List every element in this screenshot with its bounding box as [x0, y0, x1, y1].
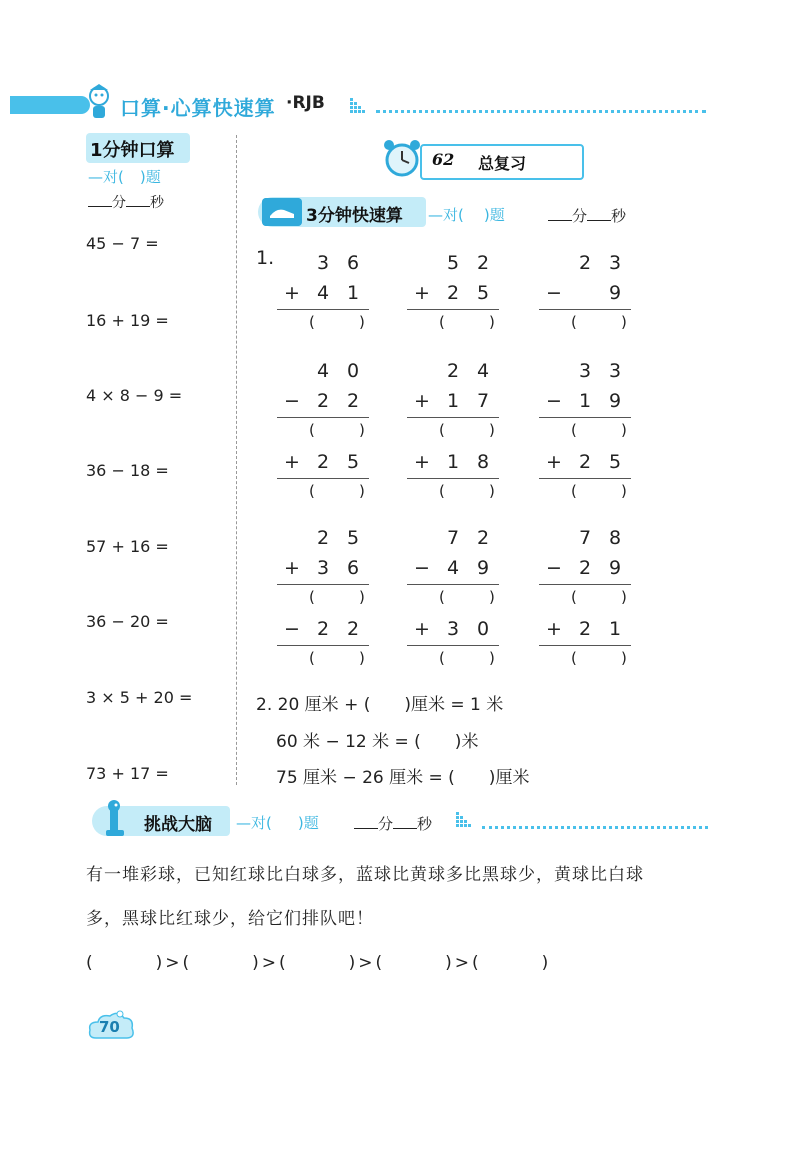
- digit: 1: [446, 390, 460, 412]
- digit: 1: [608, 618, 622, 640]
- q2-line: 2. 20 厘米 + ( )厘米 = 1 米: [256, 695, 504, 715]
- operator-sign: +: [414, 390, 430, 412]
- answer-paren-close: ): [359, 313, 365, 331]
- operator-sign: −: [546, 390, 562, 412]
- operator-sign: −: [414, 557, 430, 579]
- digit: 1: [446, 451, 460, 473]
- calc-line: [539, 584, 631, 585]
- answer-paren-open: (: [439, 588, 445, 606]
- operator-sign: +: [546, 618, 562, 640]
- digit: 3: [578, 360, 592, 382]
- q2-line: 60 米 − 12 米 = ( )米: [276, 732, 479, 752]
- digit: 2: [578, 618, 592, 640]
- digit: 0: [346, 360, 360, 382]
- answer-paren-close: ): [621, 313, 627, 331]
- calc-line: [407, 584, 499, 585]
- answer-paren-close: ): [359, 588, 365, 606]
- operator-sign: −: [284, 618, 300, 640]
- digit: 2: [446, 360, 460, 382]
- oral-calc-tag: [86, 133, 190, 163]
- digit: 4: [316, 360, 330, 382]
- answer-paren-open: (: [571, 421, 577, 439]
- digit: 2: [476, 252, 490, 274]
- digit: 2: [346, 618, 360, 640]
- calc-line: [539, 645, 631, 646]
- digit: 5: [446, 252, 460, 274]
- calc-line: [277, 584, 369, 585]
- calc-line: [407, 645, 499, 646]
- digit: 1: [578, 390, 592, 412]
- answer-paren-open: (: [309, 313, 315, 331]
- digit: 0: [476, 618, 490, 640]
- answer-paren-close: ): [489, 482, 495, 500]
- digit: 7: [578, 527, 592, 549]
- answer-paren-close: ): [359, 649, 365, 667]
- lesson-number: 62: [432, 150, 455, 169]
- answer-paren-open: (: [439, 649, 445, 667]
- answer-paren-open: (: [571, 313, 577, 331]
- pixel-deco-icon: [456, 812, 480, 828]
- digit: 2: [316, 618, 330, 640]
- answer-paren-close: ): [359, 421, 365, 439]
- q1-label: 1.: [256, 247, 275, 269]
- calc-line: [407, 417, 499, 418]
- calc-line: [407, 309, 499, 310]
- giraffe-icon: [96, 798, 136, 838]
- answer-paren-open: (: [309, 588, 315, 606]
- alarm-clock-icon: [380, 136, 424, 180]
- challenge-time: 分 秒: [354, 813, 432, 834]
- header-dotted-line: [376, 110, 706, 113]
- oral-question: 3 × 5 + 20 =: [86, 688, 193, 707]
- operator-sign: +: [284, 282, 300, 304]
- oral-question: 4 × 8 − 9 =: [86, 386, 183, 405]
- section-time: 分 秒: [548, 205, 626, 226]
- digit: 4: [316, 282, 330, 304]
- answer-paren-open: (: [439, 313, 445, 331]
- operator-sign: +: [414, 618, 430, 640]
- digit: 9: [608, 282, 622, 304]
- oral-question: 16 + 19 =: [86, 311, 169, 330]
- answer-paren-open: (: [309, 482, 315, 500]
- answer-paren-open: (: [439, 421, 445, 439]
- q2-line: 75 厘米 − 26 厘米 = ( )厘米: [276, 768, 530, 788]
- answer-paren-close: ): [359, 482, 365, 500]
- digit: 3: [608, 360, 622, 382]
- section-score: —对( )题: [428, 206, 505, 224]
- digit: 2: [316, 390, 330, 412]
- answer-paren-close: ): [621, 649, 627, 667]
- oral-question: 57 + 16 =: [86, 537, 169, 556]
- edition-label: ·RJB: [286, 93, 325, 113]
- digit: 2: [578, 252, 592, 274]
- calc-line: [539, 417, 631, 418]
- answer-paren-close: ): [489, 421, 495, 439]
- lesson-title: 总复习: [478, 154, 527, 173]
- calc-line: [407, 478, 499, 479]
- answer-paren-close: ): [489, 649, 495, 667]
- section-title: 3分钟快速算: [306, 206, 403, 226]
- digit: 2: [476, 527, 490, 549]
- left-score: —对( )题: [88, 168, 161, 186]
- calc-line: [277, 417, 369, 418]
- answer-paren-open: (: [571, 649, 577, 667]
- digit: 2: [446, 282, 460, 304]
- answer-paren-open: (: [439, 482, 445, 500]
- digit: 2: [578, 451, 592, 473]
- digit: 2: [578, 557, 592, 579]
- page-number: 70: [99, 1018, 120, 1036]
- digit: 6: [346, 252, 360, 274]
- oral-question: 45 − 7 =: [86, 234, 159, 253]
- calc-line: [539, 478, 631, 479]
- answer-paren-close: ): [621, 482, 627, 500]
- digit: 1: [346, 282, 360, 304]
- calc-line: [277, 309, 369, 310]
- challenge-answer: ( )>( )>( )>( )>( ): [86, 953, 552, 973]
- left-time: 分 秒: [88, 192, 164, 212]
- digit: 8: [608, 527, 622, 549]
- answer-paren-open: (: [309, 649, 315, 667]
- digit: 3: [316, 557, 330, 579]
- pixel-deco-icon: [350, 98, 374, 114]
- shoe-icon: [262, 198, 302, 226]
- mascot-icon: [84, 82, 114, 122]
- answer-paren-open: (: [571, 588, 577, 606]
- answer-paren-close: ): [489, 313, 495, 331]
- oral-question: 36 − 20 =: [86, 612, 169, 631]
- digit: 5: [608, 451, 622, 473]
- digit: 7: [446, 527, 460, 549]
- digit: 5: [476, 282, 490, 304]
- answer-paren-close: ): [489, 588, 495, 606]
- calc-line: [277, 645, 369, 646]
- digit: 2: [316, 527, 330, 549]
- challenge-score: —对( )题: [236, 814, 319, 832]
- digit: 3: [316, 252, 330, 274]
- digit: 2: [316, 451, 330, 473]
- digit: 9: [608, 557, 622, 579]
- operator-sign: +: [284, 451, 300, 473]
- oral-calc-title: 1分钟口算: [90, 140, 175, 161]
- answer-paren-close: ): [621, 421, 627, 439]
- oral-question: 36 − 18 =: [86, 461, 169, 480]
- digit: 2: [346, 390, 360, 412]
- answer-paren-open: (: [309, 421, 315, 439]
- digit: 3: [446, 618, 460, 640]
- operator-sign: +: [414, 451, 430, 473]
- answer-paren-close: ): [621, 588, 627, 606]
- operator-sign: +: [414, 282, 430, 304]
- digit: 9: [608, 390, 622, 412]
- digit: 5: [346, 527, 360, 549]
- oral-question: 73 + 17 =: [86, 764, 169, 783]
- operator-sign: −: [284, 390, 300, 412]
- challenge-text: 多，黑球比红球少，给它们排队吧！: [86, 909, 374, 929]
- operator-sign: +: [546, 451, 562, 473]
- digit: 8: [476, 451, 490, 473]
- book-title: 口算·心算快速算: [120, 96, 276, 120]
- challenge-text: 有一堆彩球，已知红球比白球多，蓝球比黄球多比黑球少，黄球比白球: [86, 865, 644, 885]
- digit: 4: [476, 360, 490, 382]
- operator-sign: −: [546, 557, 562, 579]
- digit: 3: [608, 252, 622, 274]
- column-divider: [236, 135, 237, 785]
- digit: 5: [346, 451, 360, 473]
- challenge-title: 挑战大脑: [144, 815, 212, 835]
- calc-line: [277, 478, 369, 479]
- operator-sign: −: [546, 282, 562, 304]
- operator-sign: +: [284, 557, 300, 579]
- answer-paren-open: (: [571, 482, 577, 500]
- digit: 4: [446, 557, 460, 579]
- header-banner-bar: [10, 96, 90, 114]
- digit: 6: [346, 557, 360, 579]
- calc-line: [539, 309, 631, 310]
- digit: 7: [476, 390, 490, 412]
- challenge-dotted-line: [482, 826, 708, 829]
- digit: 9: [476, 557, 490, 579]
